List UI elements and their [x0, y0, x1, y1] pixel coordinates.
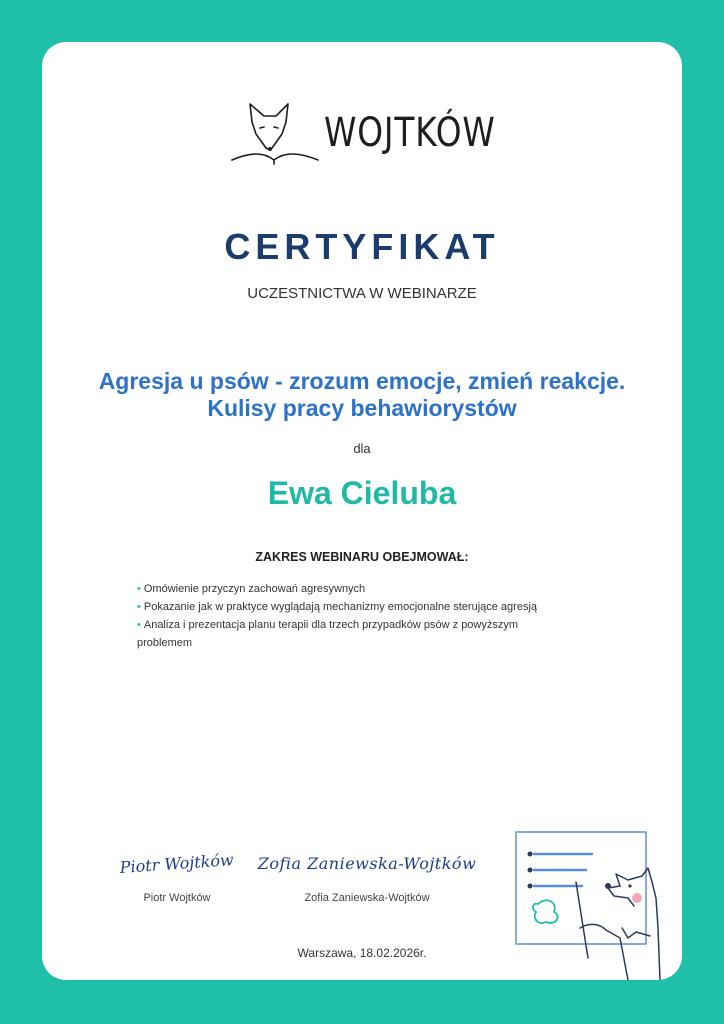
list-item — [137, 598, 537, 616]
list-item — [137, 616, 537, 652]
dog-presenting-whiteboard-icon — [510, 828, 682, 980]
list-item — [137, 580, 537, 598]
handwritten-signature: Zofia Zaniewska-Wojtków — [257, 854, 477, 873]
scope-list — [137, 580, 537, 652]
bullet-icon: • — [137, 583, 141, 595]
signatory-name: Piotr Wojtków — [143, 892, 211, 904]
certificate-title: CERTYFIKAT — [224, 226, 500, 267]
certificate-card — [42, 42, 682, 980]
scope-item-text: Omówienie przyczyn zachowań agresywnych — [143, 583, 366, 595]
scope-heading: ZAKRES WEBINARU OBEJMOWAŁ: — [255, 550, 469, 564]
bullet-icon: • — [137, 601, 141, 613]
signature-block-zofia — [252, 854, 482, 904]
fox-reading-book-icon — [230, 100, 320, 170]
for-label: dla — [353, 441, 371, 456]
signatory-name: Zofia Zaniewska-Wojtków — [304, 892, 430, 904]
scope-item-text: Pokazanie jak w praktyce wyglądają mechanizmy emocjonalne sterujące agresją — [143, 601, 538, 613]
webinar-title: Agresja u psów - zrozum emocje, zmień reakcje. Kulisy pracy behawiorystów — [98, 368, 626, 421]
bullet-icon: • — [137, 619, 141, 631]
recipient-name: Ewa Cieluba — [267, 475, 457, 511]
scope-item-text: Analiza i prezentacja planu terapii dla trzech przypadków psów z powyższym problemem — [137, 619, 519, 649]
signature-block-piotr — [112, 850, 242, 904]
handwritten-signature: Piotr Wojtków — [119, 850, 235, 877]
logo-wordmark: WOJTKÓW — [324, 110, 496, 156]
place-and-date: Warszawa, 18.02.2026r. — [297, 946, 427, 960]
certificate-subtitle: UCZESTNICTWA W WEBINARZE — [247, 285, 477, 302]
brand-logo — [230, 100, 500, 170]
